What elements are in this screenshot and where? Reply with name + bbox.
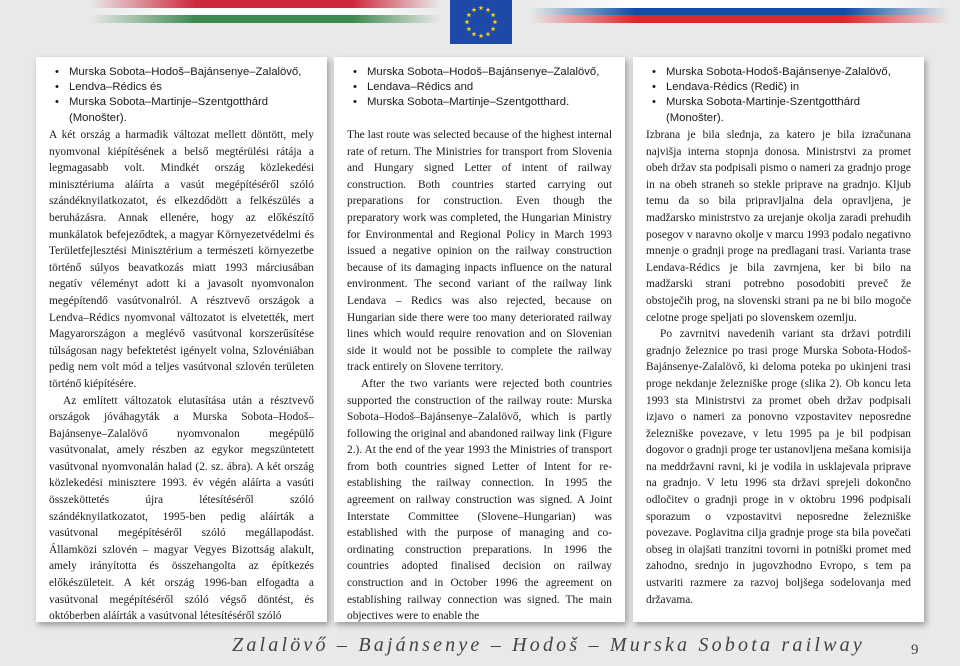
- route-item: • Lendava-Rédics (Redič) in: [646, 80, 911, 95]
- eu-star-icon: [491, 12, 496, 17]
- route-list-hungarian: [49, 57, 314, 124]
- eu-star-icon: [479, 33, 484, 38]
- page-number: 9: [911, 642, 919, 658]
- route-item: • Lendva–Rédics és: [49, 80, 314, 95]
- footer-title: Zalalövő – Bajánsenye – Hodoš – Murska Sobota railway: [232, 634, 865, 656]
- route-item: • Murska Sobota-Hodoš-Bajánsenye-Zalalövő,: [646, 65, 911, 80]
- route-item: • Murska Sobota–Martinje–Szentgotthárd (Monošter).: [49, 95, 314, 125]
- hungarian-column: [36, 57, 327, 622]
- route-item: • Murska Sobota–Hodoš–Bajánsenye–Zalalövő,: [49, 65, 314, 80]
- eu-star-icon: [491, 26, 496, 31]
- route-list-slovenian: [646, 57, 911, 124]
- eu-star-icon: [466, 12, 471, 17]
- paragraph: Az említett változatok elutasítása után a résztvevő országok jóváhagyták a Murska Sobota–Hodoš–Bajánsenye–Zalalövő nyomvonalon megépülő vasútvonalat, amely részben az egykor megszüntetett vasútvonal nyomvonalán halad (2. sz. ábra). A két ország közlekedési minisztere 1993. év végén aláírta a vasúti összeköttetés újra létesítéséről szóló szándéknyilatkozatot, 1995-ben pedig aláírták a vasútvonal megépítéséről szóló megállapodást. Államközi szlovén – magyar Vegyes Bizottság alakult, amely irányította és összehangolta az építkezés előkészületeit. A két ország 1996-ban elfogadta a vasútvonal megépítéséről szóló végső döntést, és októberben aláírták a vasútvonal létesítéséről szóló: [49, 394, 314, 623]
- eu-star-icon: [465, 19, 470, 24]
- paragraph: Izbrana je bila slednja, za katero je bila izračunana najvišja interna stopnja donosa. Ministrstvi za promet obeh držav sta podpisali pismo o nameri za gradnjo proge in na obeh straneh so stekle priprave na gradnjo. Kljub temu da so bila pripravljalna dela opravljena, je madžarsko ministrstvo za urejanje okolja zaradi prehudih posegov v naravno okolje v marcu 1993 podalo negativno mnenje o gradnji proge na predlagani trasi. Varianta trase Lendava-Rédics je bila zavrnjena, ker bi bilo na madžarski strani potrebno posodobiti preveč že obstoječih prog, na slovenski strani pa ne bi bilo mogoče celotne proge speljati po slovenskem ozemlju.: [646, 129, 911, 324]
- eu-star-icon: [486, 7, 491, 12]
- english-column: [334, 57, 625, 622]
- route-list-english: [347, 57, 612, 117]
- route-item: • Lendava–Rédics and: [347, 80, 612, 95]
- paragraph: The last route was selected because of the highest internal rate of return. The Ministries for transport from Slovenia and Hungary signed Letter of intent of railway construction. Both countries started carrying out preparations for construction. Even though the preparatory work was completed, the Hungarian Ministry for Environmental and Regional Policy in March 1993 issued a negative opinion on the railway construction because of its damaging inpacts influence on the natural environment. The second variant of the railway link Lendava – Redics was also rejected, because on Hungarian side there were too many deteriorated railway lines which would require renovation and on Slovenian side it would not be possible to complete the railway track entirely on Slovene territory.: [347, 129, 612, 374]
- route-item: • Murska Sobota-Martinje-Szentgotthárd (Monošter).: [646, 95, 911, 125]
- paragraph: A két ország a harmadik változat mellett döntött, mely nyomvonal kiépítésének a belső megtérülési rátája a legmagasabb volt. Mindkét ország közlekedési minisztériuma aláírta a vasút megépítéséről szóló szándéknyilatkozatot, és elkezdődött a felkészülés a beruházásra. Annak ellenére, hogy az előkészítő munkálatok befejeződtek, a magyar Környezetvédelmi és Területfejlesztési Minisztérium a természeti környezetbe történő súlyos beavatkozás miatt 1993 márciusában negatív véleményt adott ki a javasolt nyomvonalon megépítendő vasútvonalról. A résztvevő országok a Lendva–Rédics nyomvonal változatot is elvetették, mert Magyarországon a meglévő vasútvonal korszerűsítése túlságosan nagy befektetést igényelt volna, Szlovéniában pedig nem volt mód a teljes vasútvonal szlovén területen történő kiépítésére.: [49, 129, 314, 390]
- eu-star-icon: [472, 7, 477, 12]
- eu-star-icon: [493, 19, 498, 24]
- paragraph: After the two variants were rejected both countries supported the construction of the railway route: Murska Sobota–Hodoš–Bajánsenye–Zalalövő, which is partly following the original and abandoned railway link (Figure 2.). At the end of the year 1993 the Ministries of transport from both countries signed Letter of Intent for re-establishing the railway connection. In 1995 the agreement on railway construction was signed. A Joint Interstate Committee (Slovene–Hungarian) was established with the purpose of managing and co-ordinating construction preparations. In 1996 the countries adopted finalised decision on railway construction and in October 1996 the agreement on establishing railway connection was signed. The main objectives were to enable the: [347, 377, 612, 623]
- route-item: • Murska Sobota–Martinje–Szentgotthard.: [347, 95, 612, 110]
- slovenian-flag-stripes: [530, 0, 950, 23]
- hungarian-body: [49, 127, 314, 625]
- eu-star-icon: [472, 32, 477, 37]
- paragraph: Po zavrnitvi navedenih variant sta državi potrdili gradnjo železnice po trasi proge Murska Sobota-Hodoš-Bajánsenye-Zalalövő, ki deloma poteka po ukinjeni trasi proge nekdanje železniške proge (slika 2). Ob koncu leta 1993 sta Ministrstvi za promet obeh držav podpisali izjavo o nameri za ponovno vzpostavitev neposredne železniške povezave, v letu 1995 pa je bil podpisan dogovor o gradnji proge ter ustanovljena mešana komisija na meddržavni ravni, ki je vodila in usklajevala priprave na gradnjo. V letu 1996 sta državi sprejeli dokončno odločitev o gradnji proge in v oktobru 1996 podpisali sporazum o vzpostavitvi neposredne železniške povezave. Poglavitna cilja gradnje proge sta bila povečati obseg in olajšati tranzitni tovorni in potniški promet med zahodno, srednjo in jugovzhodno Evropo, s tem pa ustvariti razmere za razvoj boljšega sodelovanja med državama.: [646, 328, 911, 606]
- slovenian-body: [646, 127, 911, 608]
- hungarian-flag-stripes: [90, 0, 440, 23]
- route-item: • Murska Sobota–Hodoš–Bajánsenye–Zalalövő,: [347, 65, 612, 80]
- eu-star-icon: [466, 26, 471, 31]
- slovenian-column: [633, 57, 924, 622]
- eu-star-icon: [479, 5, 484, 10]
- eu-star-icon: [486, 32, 491, 37]
- eu-flag-icon: [450, 0, 512, 44]
- english-body: [347, 127, 612, 625]
